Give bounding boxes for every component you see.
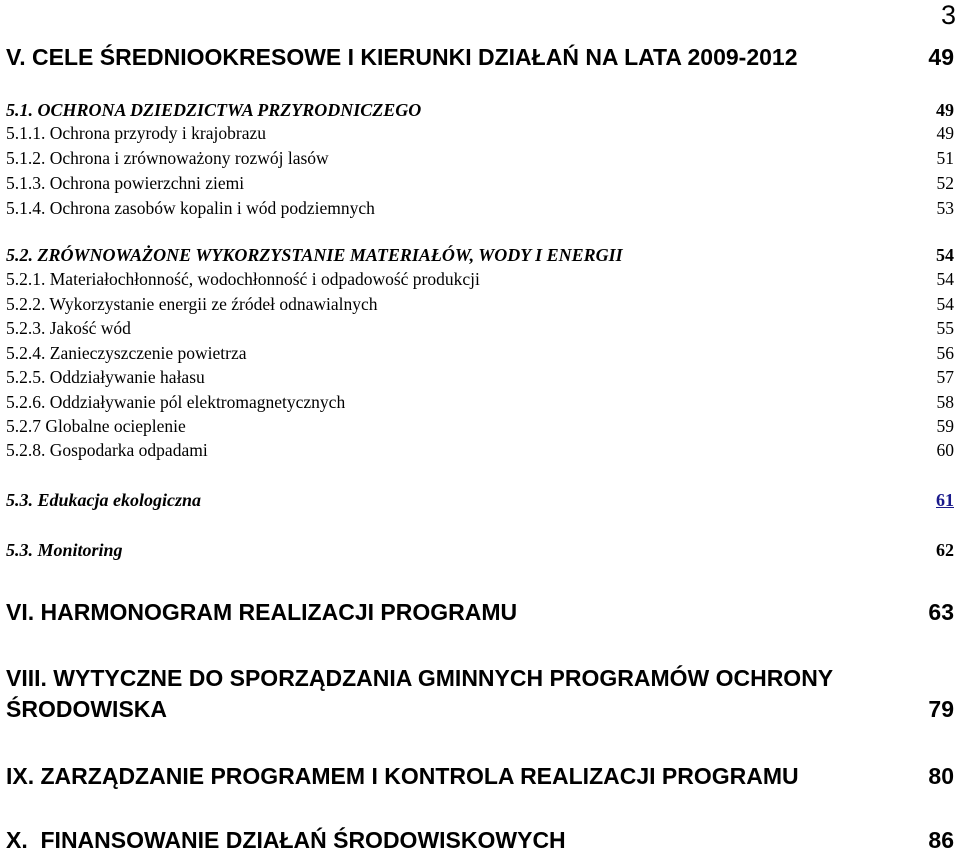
- toc-entry-chapter-5[interactable]: [6, 43, 954, 71]
- toc-title: 5.1. OCHRONA DZIEDZICTWA PRZYRODNICZEGO: [6, 100, 422, 120]
- toc-page: 55: [936, 318, 954, 338]
- toc-title-line-2: ŚRODOWISKA: [6, 696, 167, 722]
- toc-entry-5-2-5[interactable]: [6, 366, 954, 388]
- toc-title: V. CELE ŚREDNIOOKRESOWE I KIERUNKI DZIAŁAŃ NA LATA 2009-2012: [6, 44, 798, 70]
- toc-entry-chapter-8[interactable]: [6, 663, 954, 725]
- toc-title: 5.2.7 Globalne ocieplenie: [6, 416, 186, 436]
- toc-title: 5.2.4. Zanieczyszczenie powietrza: [6, 343, 247, 363]
- toc-page: 57: [936, 367, 954, 387]
- toc-title: 5.1.2. Ochrona i zrównoważony rozwój lasów: [6, 148, 329, 168]
- toc-title: 5.1.4. Ochrona zasobów kopalin i wód podziemnych: [6, 198, 375, 218]
- toc-entry-5-3-monitoring[interactable]: [6, 539, 954, 561]
- toc-page: 60: [936, 440, 954, 460]
- toc-title-line-1: VIII. WYTYCZNE DO SPORZĄDZANIA GMINNYCH PROGRAMÓW OCHRONY: [6, 665, 834, 691]
- toc-entry-5-1-3[interactable]: [6, 172, 954, 194]
- toc-entry-chapter-9[interactable]: [6, 762, 954, 790]
- toc-title: IX. ZARZĄDZANIE PROGRAMEM I KONTROLA REALIZACJI PROGRAMU: [6, 763, 799, 789]
- toc-page: 63: [928, 599, 954, 625]
- toc-title: 5.2.8. Gospodarka odpadami: [6, 440, 208, 460]
- toc-title: 5.3. Monitoring: [6, 540, 123, 560]
- toc-entry-5-2-4[interactable]: [6, 342, 954, 364]
- toc-entry-5-2-1[interactable]: [6, 268, 954, 290]
- toc-page: 86: [928, 827, 954, 853]
- toc-page: 54: [936, 269, 954, 289]
- toc-title: VI. HARMONOGRAM REALIZACJI PROGRAMU: [6, 599, 518, 625]
- toc-page: 49: [936, 100, 954, 120]
- toc-page: 53: [936, 198, 954, 218]
- toc-page: 80: [928, 763, 954, 789]
- toc-page: 58: [936, 392, 954, 412]
- toc-page: 56: [936, 343, 954, 363]
- toc-entry-5-1-1[interactable]: [6, 122, 954, 144]
- toc-entry-5-2-6[interactable]: [6, 391, 954, 413]
- toc-page: 49: [936, 123, 954, 143]
- toc-entry-chapter-10[interactable]: [6, 826, 954, 854]
- toc-title: 5.2. ZRÓWNOWAŻONE WYKORZYSTANIE MATERIAŁÓW, WODY I ENERGII: [6, 245, 623, 265]
- toc-title: 5.1.3. Ochrona powierzchni ziemi: [6, 173, 245, 193]
- toc-title: 5.2.5. Oddziaływanie hałasu: [6, 367, 205, 387]
- toc-title: X. FINANSOWANIE DZIAŁAŃ ŚRODOWISKOWYCH: [6, 827, 566, 853]
- toc-entry-5-2-7[interactable]: [6, 415, 954, 437]
- toc-title: 5.1.1. Ochrona przyrody i krajobrazu: [6, 123, 266, 143]
- page-number: 3: [940, 0, 956, 30]
- toc-title: 5.2.2. Wykorzystanie energii ze źródeł odnawialnych: [6, 294, 378, 314]
- toc-page: 54: [936, 294, 954, 314]
- toc-entry-5-1[interactable]: [6, 99, 954, 121]
- toc-page-link[interactable]: 61: [936, 490, 954, 510]
- toc-title: 5.2.3. Jakość wód: [6, 318, 131, 338]
- toc-page: 52: [936, 173, 954, 193]
- toc-title: 5.2.6. Oddziaływanie pól elektromagnetycznych: [6, 392, 346, 412]
- toc-entry-5-2[interactable]: [6, 244, 954, 266]
- toc-entry-5-1-4[interactable]: [6, 197, 954, 219]
- toc-title: 5.3. Edukacja ekologiczna: [6, 490, 202, 510]
- toc-page: 51: [936, 148, 954, 168]
- toc-title: 5.2.1. Materiałochłonność, wodochłonność i odpadowość produkcji: [6, 269, 480, 289]
- toc-page: 49: [928, 44, 954, 70]
- toc-entry-chapter-6[interactable]: [6, 598, 954, 626]
- toc-page: 62: [936, 540, 954, 560]
- toc-page: 79: [928, 696, 954, 722]
- toc-page: 54: [936, 245, 954, 265]
- toc-entry-5-3-education[interactable]: [6, 489, 954, 511]
- toc-page: 59: [936, 416, 954, 436]
- toc-entry-5-1-2[interactable]: [6, 147, 954, 169]
- toc-entry-5-2-3[interactable]: [6, 317, 954, 339]
- toc-entry-5-2-8[interactable]: [6, 439, 954, 461]
- toc-entry-5-2-2[interactable]: [6, 293, 954, 315]
